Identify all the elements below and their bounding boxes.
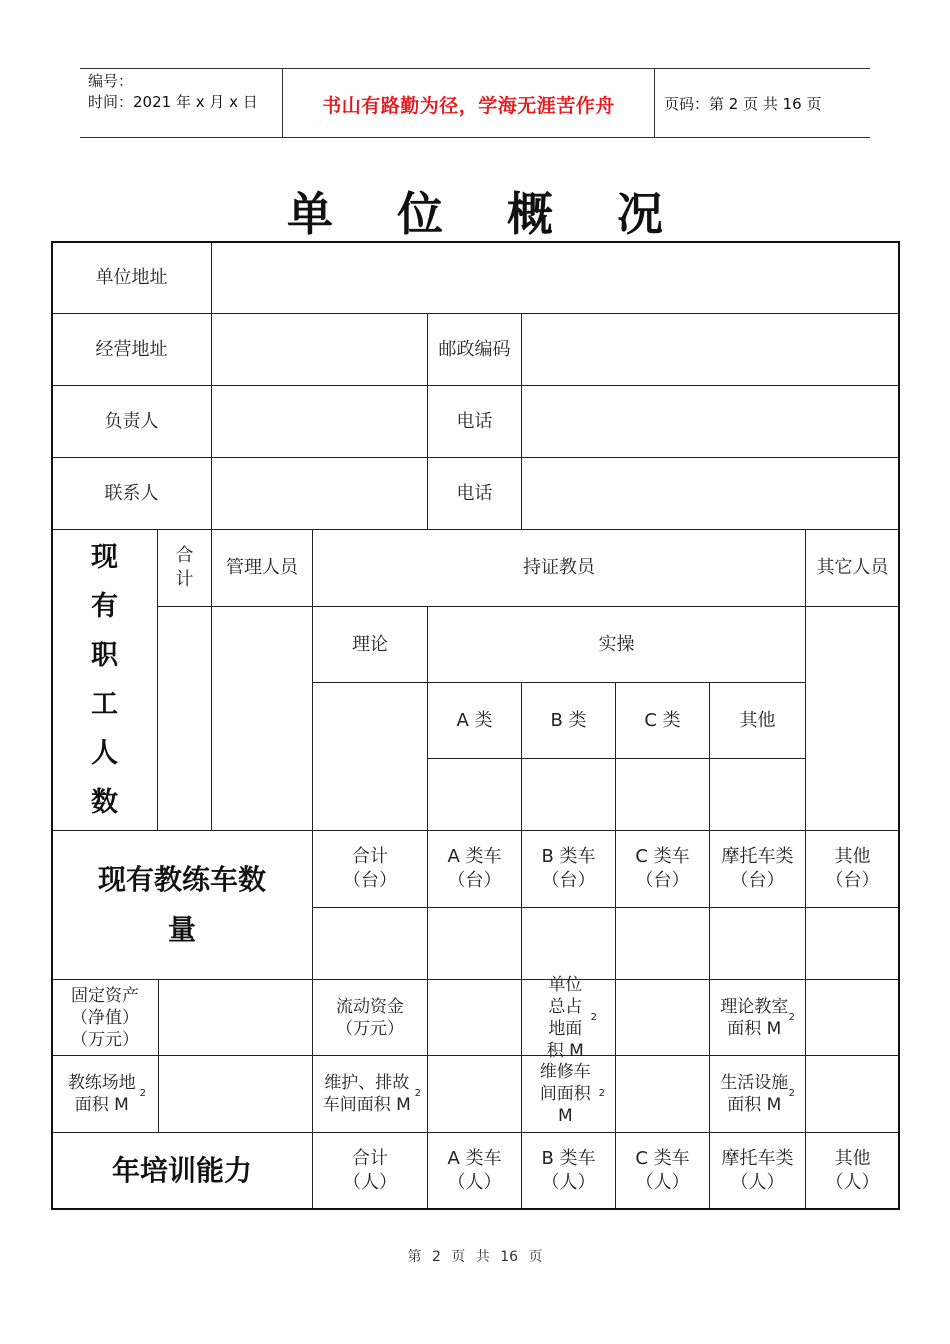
label-living-facilities xyxy=(709,1055,806,1133)
field-veh-total[interactable] xyxy=(312,907,428,980)
field-unit-address[interactable] xyxy=(211,241,900,314)
label-classroom-area xyxy=(709,979,806,1056)
field-contact[interactable] xyxy=(211,457,428,530)
label-training-ground-area-text: 教练场地面积 M xyxy=(67,1073,136,1115)
label-other-class: 其他 xyxy=(709,682,806,759)
label-maintenance-workshop xyxy=(521,1055,616,1133)
label-classroom-area-text: 理论教室面积 M xyxy=(720,996,789,1039)
label-veh-moto: 摩托车类（台） xyxy=(709,830,806,908)
header-motto: 书山有路勤为径，学海无涯苦作舟 xyxy=(282,69,655,137)
label-veh-a: A 类车（台） xyxy=(427,830,522,908)
label-training-ground-area xyxy=(51,1055,159,1133)
field-business-address[interactable] xyxy=(211,313,428,386)
serial-label: 编号： xyxy=(88,72,134,90)
label-train-total: 合计（人） xyxy=(312,1132,428,1210)
field-working-capital[interactable] xyxy=(427,979,522,1056)
label-postal-code: 邮政编码 xyxy=(427,313,522,386)
label-veh-c: C 类车（台） xyxy=(615,830,710,908)
label-maintenance-workshop-text: 维修车间面积 M xyxy=(539,1062,591,1126)
label-theory: 理论 xyxy=(312,606,428,683)
field-veh-moto[interactable] xyxy=(709,907,806,980)
document-header xyxy=(80,68,870,138)
field-class-b[interactable] xyxy=(521,758,616,831)
label-person-in-charge: 负责人 xyxy=(51,385,212,458)
time-label: 时间：2021 年 x 月 x 日 xyxy=(88,93,258,111)
label-train-other: 其他（人） xyxy=(805,1132,900,1210)
field-veh-c[interactable] xyxy=(615,907,710,980)
field-postal-code[interactable] xyxy=(521,313,900,386)
field-veh-a[interactable] xyxy=(427,907,522,980)
superscript-2: 2 xyxy=(590,1011,597,1023)
label-annual-training: 年培训能力 xyxy=(51,1132,313,1210)
label-repair-workshop xyxy=(312,1055,428,1133)
field-phone-2[interactable] xyxy=(521,457,900,530)
label-living-facilities-text: 生活设施面积 M xyxy=(720,1073,789,1115)
field-maintenance-workshop[interactable] xyxy=(615,1055,710,1133)
label-class-b: B 类 xyxy=(521,682,616,759)
label-staff-total: 合计 xyxy=(157,529,212,607)
field-theory[interactable] xyxy=(312,682,428,831)
label-other-staff: 其它人员 xyxy=(805,529,900,607)
field-staff-total[interactable] xyxy=(157,606,212,831)
label-repair-workshop-text: 维护、排故车间面积 M xyxy=(322,1073,411,1115)
field-class-a[interactable] xyxy=(427,758,522,831)
label-train-b: B 类车（人） xyxy=(521,1132,616,1210)
field-veh-other[interactable] xyxy=(805,907,900,980)
superscript-2: 2 xyxy=(139,1088,146,1099)
field-phone-1[interactable] xyxy=(521,385,900,458)
field-fixed-assets[interactable] xyxy=(158,979,313,1056)
unit-overview-form xyxy=(51,241,900,1210)
label-fixed-assets: 固定资产（净值）（万元） xyxy=(51,979,159,1056)
field-other-class[interactable] xyxy=(709,758,806,831)
page-title: 单位概况 xyxy=(287,187,727,241)
label-contact: 联系人 xyxy=(51,457,212,530)
field-other-staff[interactable] xyxy=(805,606,900,831)
label-unit-address: 单位地址 xyxy=(51,241,212,314)
label-veh-b: B 类车（台） xyxy=(521,830,616,908)
label-veh-other: 其他（台） xyxy=(805,830,900,908)
label-working-capital: 流动资金（万元） xyxy=(312,979,428,1056)
field-management[interactable] xyxy=(211,606,313,831)
superscript-2: 2 xyxy=(414,1088,421,1099)
field-classroom-area[interactable] xyxy=(805,979,900,1056)
field-training-ground-area[interactable] xyxy=(158,1055,313,1133)
label-phone-2: 电话 xyxy=(427,457,522,530)
label-vehicles-section: 现有教练车数量 xyxy=(51,830,313,980)
field-person-in-charge[interactable] xyxy=(211,385,428,458)
header-meta xyxy=(80,69,282,137)
superscript-2: 2 xyxy=(788,1088,795,1099)
label-phone-1: 电话 xyxy=(427,385,522,458)
label-class-a: A 类 xyxy=(427,682,522,759)
label-business-address: 经营地址 xyxy=(51,313,212,386)
label-class-c: C 类 xyxy=(615,682,710,759)
superscript-2: 2 xyxy=(598,1088,605,1099)
label-practical: 实操 xyxy=(427,606,806,683)
label-certified-instructors: 持证教员 xyxy=(312,529,806,607)
label-management: 管理人员 xyxy=(211,529,313,607)
field-class-c[interactable] xyxy=(615,758,710,831)
header-page-info: 页码：第 2 页 共 16 页 xyxy=(664,94,822,113)
label-train-a: A 类车（人） xyxy=(427,1132,522,1210)
label-train-moto: 摩托车类（人） xyxy=(709,1132,806,1210)
field-veh-b[interactable] xyxy=(521,907,616,980)
superscript-2: 2 xyxy=(788,1011,795,1023)
field-living-facilities[interactable] xyxy=(805,1055,900,1133)
label-veh-total: 合计（台） xyxy=(312,830,428,908)
label-staff-section: 现有职工人数 xyxy=(51,529,158,831)
label-total-area-text: 单位总占地面积 M xyxy=(546,974,584,1061)
label-train-c: C 类车（人） xyxy=(615,1132,710,1210)
field-repair-workshop[interactable] xyxy=(427,1055,522,1133)
field-total-area[interactable] xyxy=(615,979,710,1056)
label-total-area xyxy=(521,974,616,1061)
page-footer: 第 2 页 共 16 页 xyxy=(407,1249,543,1265)
